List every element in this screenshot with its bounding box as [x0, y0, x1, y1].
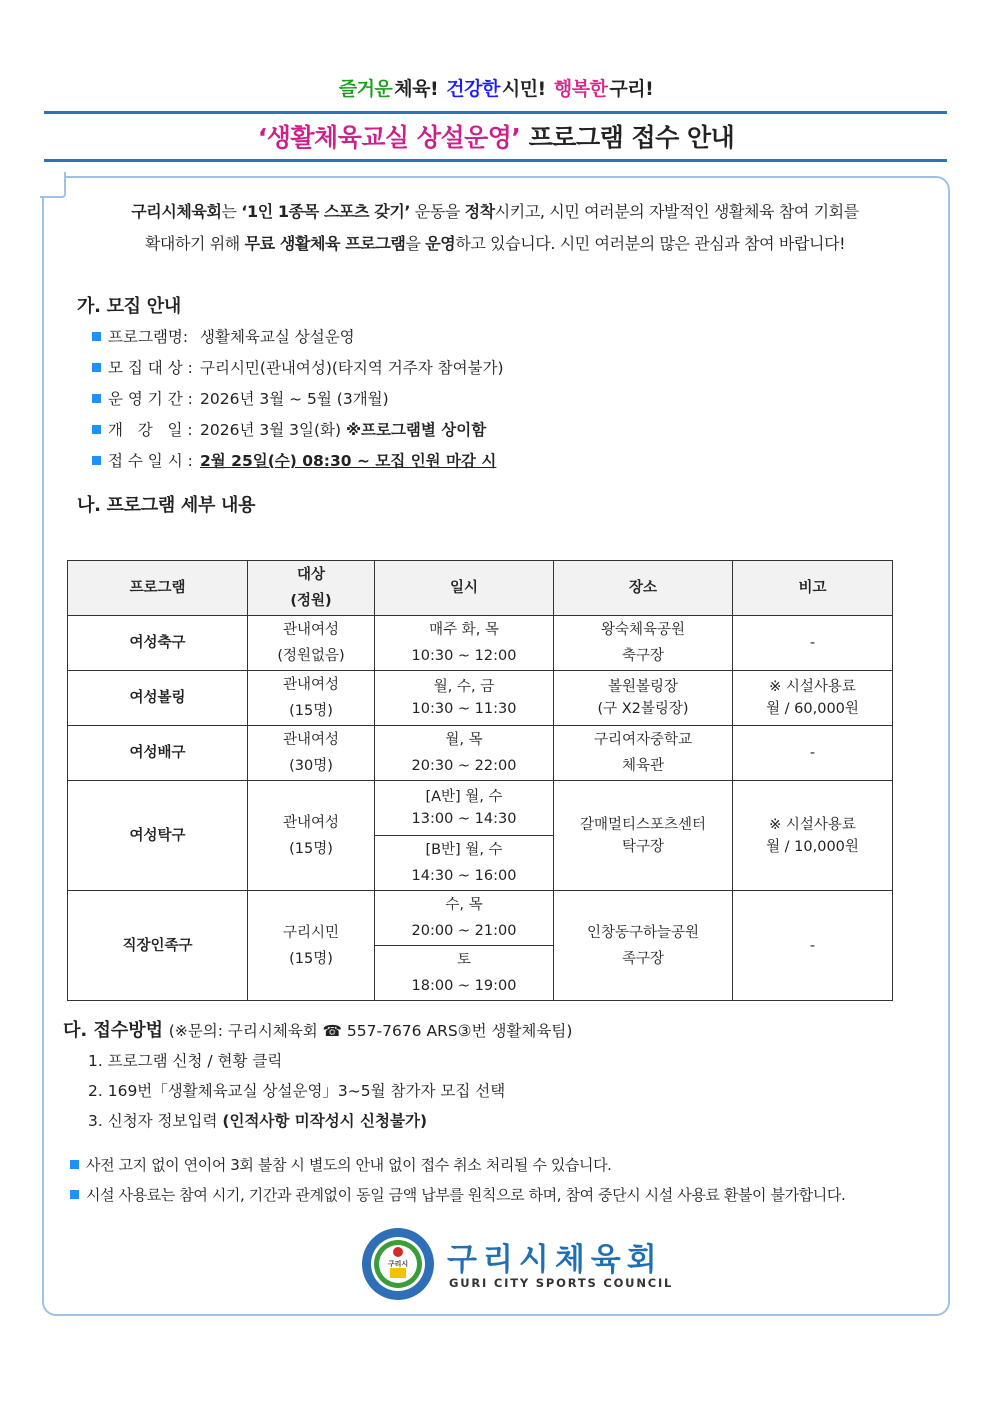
- note-cell: [733, 781, 893, 891]
- square-bullet-icon: [70, 1160, 79, 1169]
- target: 관내여성: [282, 677, 340, 693]
- slogan-word-1: 즐거운: [338, 78, 393, 100]
- intro-text: 시키고, 시민 여러분의 자발적인 생활체육 참여 기회를: [494, 202, 859, 221]
- section-heading-da: 다. 접수방법: [63, 1020, 164, 1041]
- hours: 20:30 ~ 22:00: [411, 758, 517, 774]
- recruit-note: ※프로그램별 상이함: [345, 421, 487, 439]
- recruit-label: 운 영 기 간 :: [108, 390, 193, 408]
- program-name: 여성배구: [68, 726, 248, 781]
- time-cell: [375, 671, 554, 726]
- place-cell: [554, 726, 733, 781]
- days: 매주 화, 목: [429, 622, 499, 638]
- target: 관내여성: [282, 732, 340, 748]
- intro-text: 확대하기 위해: [144, 234, 245, 253]
- days: 월, 목: [445, 732, 483, 748]
- days: 월, 수, 금: [433, 679, 495, 695]
- hours: 18:00 ~ 19:00: [411, 978, 517, 994]
- program-name: 여성볼링: [68, 671, 248, 726]
- note: -: [809, 745, 816, 761]
- frame-corner-fold: [40, 172, 66, 198]
- divider-top: [44, 111, 947, 114]
- target: 구리시민: [282, 924, 340, 941]
- square-bullet-icon: [92, 394, 101, 403]
- table-row: [68, 781, 893, 836]
- time-cell: [375, 616, 554, 671]
- intro-text: 을: [405, 234, 426, 253]
- square-bullet-icon: [92, 363, 101, 372]
- note-cell: [733, 726, 893, 781]
- hours: 20:00 ~ 21:00: [411, 923, 517, 939]
- note-cell: [733, 891, 893, 1001]
- note-cell: [733, 616, 893, 671]
- recruit-item: [92, 415, 792, 446]
- days: [A반] 월, 수: [425, 789, 503, 805]
- capacity: (15명): [289, 840, 333, 857]
- time-cell: [375, 836, 554, 891]
- recruit-label: 접 수 일 시 :: [108, 452, 193, 470]
- intro-line-1: [60, 196, 930, 228]
- intro-bold: 운영: [425, 234, 456, 253]
- square-bullet-icon: [92, 332, 101, 341]
- recruit-value: 생활체육교실 상설운영: [200, 328, 355, 346]
- note: ※ 시설사용료: [769, 816, 856, 833]
- capacity: (30명): [289, 758, 333, 774]
- intro-org: 구리시체육회: [131, 202, 222, 221]
- days: 수, 목: [445, 897, 483, 913]
- note: -: [809, 937, 816, 954]
- slogan: [0, 74, 992, 101]
- recruit-item: [92, 353, 792, 384]
- recruit-label: 모 집 대 상 :: [108, 359, 193, 377]
- place: 구리여자중학교: [593, 732, 693, 748]
- table-header-row: [68, 561, 893, 616]
- place-detail: 족구장: [621, 950, 665, 967]
- intro-text: 운동을: [410, 202, 465, 221]
- table-row: [68, 616, 893, 671]
- method-steps: [88, 1046, 505, 1136]
- place-detail: 축구장: [621, 648, 665, 664]
- program-name: 직장인족구: [68, 891, 248, 1001]
- emblem-center-text: 구리시: [387, 1260, 409, 1268]
- notice-item: [70, 1150, 940, 1180]
- divider-bottom: [44, 159, 947, 162]
- program-name: 여성탁구: [68, 781, 248, 891]
- note-fee: 월 / 60,000원: [766, 701, 859, 717]
- square-bullet-icon: [92, 456, 101, 465]
- notice-item: [70, 1180, 940, 1210]
- recruit-item: [92, 446, 792, 477]
- step-item: [88, 1076, 505, 1106]
- recruit-value: 2026년 3월 3일(화): [200, 421, 346, 439]
- step-text: 1. 프로그램 신청 / 현황 클릭: [88, 1052, 283, 1070]
- recruit-value: 2026년 3월 ~ 5월 (3개월): [200, 390, 389, 408]
- slogan-word-6: 구리!: [609, 78, 654, 100]
- note: -: [809, 635, 816, 651]
- square-bullet-icon: [70, 1190, 79, 1199]
- place-cell: [554, 781, 733, 891]
- header-target-line: 대상: [296, 567, 325, 583]
- time-cell: [375, 891, 554, 946]
- title-highlight: ‘생활체육교실 상설운영’: [257, 123, 521, 152]
- inquiry-note: (※문의: 구리시체육회 ☎ 557-7676 ARS③번 생활체육팀): [168, 1022, 573, 1040]
- recruit-value: 구리시민(관내여성)(타지역 거주자 참여불가): [200, 359, 504, 377]
- target: 관내여성: [282, 814, 340, 831]
- step-text: 3. 신청자 정보입력: [88, 1112, 223, 1130]
- intro-line-2: [60, 228, 930, 260]
- target: 관내여성: [282, 622, 340, 638]
- note-cell: [733, 671, 893, 726]
- notice-list: [70, 1150, 940, 1210]
- place-detail: 체육관: [621, 758, 665, 774]
- logo-subtitle: GURI CITY SPORTS COUNCIL: [449, 1276, 674, 1290]
- target-cell: [248, 891, 375, 1001]
- intro-text: 하고 있습니다. 시민 여러분의 많은 관심과 참여 바랍니다!: [455, 234, 846, 253]
- days: [B반] 월, 수: [425, 842, 503, 858]
- section-heading-ga: 가. 모집 안내: [77, 296, 181, 317]
- method-heading: [63, 1016, 572, 1042]
- target-cell: [248, 781, 375, 891]
- time-cell: [375, 726, 554, 781]
- capacity: (정원없음): [277, 648, 345, 664]
- header-note: 비고: [733, 561, 893, 616]
- place: 볼원볼링장: [607, 679, 679, 695]
- step-text: 2. 169번「생활체육교실 상설운영」3~5월 참가자 모집 선택: [88, 1082, 506, 1100]
- recruit-label: 개 강 일 :: [108, 421, 193, 439]
- note-fee: 월 / 10,000원: [766, 838, 859, 855]
- header-capacity-line: (정원): [290, 593, 332, 609]
- target-cell: [248, 671, 375, 726]
- hours: 13:00 ~ 14:30: [411, 811, 517, 827]
- hours: 10:30 ~ 11:30: [411, 701, 517, 717]
- place: 갈매멀티스포츠센터: [579, 816, 707, 833]
- place-cell: [554, 671, 733, 726]
- capacity: (15명): [289, 703, 333, 719]
- recruit-item: [92, 322, 792, 353]
- target-cell: [248, 616, 375, 671]
- slogan-word-4: 시민!: [501, 78, 546, 100]
- square-bullet-icon: [92, 425, 101, 434]
- slogan-word-3: 건강한: [446, 78, 500, 100]
- program-table: [67, 560, 893, 1001]
- place-cell: [554, 616, 733, 671]
- notice-text: 사전 고지 없이 연이어 3회 불참 시 별도의 안내 없이 접수 취소 처리될 수 있습니다.: [86, 1156, 612, 1174]
- recruit-label: 프로그램명:: [108, 328, 189, 346]
- page-title: [0, 118, 992, 154]
- header-program: 프로그램: [68, 561, 248, 616]
- hours: 14:30 ~ 16:00: [411, 868, 517, 884]
- step-item: [88, 1106, 505, 1136]
- recruit-value-underlined: 2월 25일(수) 08:30 ~ 모집 인원 마감 시: [200, 452, 497, 470]
- target-cell: [248, 726, 375, 781]
- intro-paragraph: [60, 196, 930, 260]
- header-target: [248, 561, 375, 616]
- recruit-item: [92, 384, 792, 415]
- place: 인창동구하늘공원: [586, 924, 700, 941]
- intro-slogan: ‘1인 1종목 스포츠 갖기’: [241, 202, 411, 221]
- header-place: 장소: [554, 561, 733, 616]
- table-row: [68, 726, 893, 781]
- hours: 10:30 ~ 12:00: [411, 648, 517, 664]
- time-cell: [375, 946, 554, 1001]
- slogan-word-5: 행복한: [553, 78, 608, 100]
- logo-name: 구리시체육회: [447, 1242, 663, 1278]
- note: ※ 시설사용료: [769, 679, 856, 695]
- table-row: [68, 671, 893, 726]
- place-detail: 탁구장: [621, 838, 665, 855]
- place-cell: [554, 891, 733, 1001]
- intro-text: 는: [221, 202, 242, 221]
- section-heading-na: 나. 프로그램 세부 내용: [77, 495, 256, 516]
- header-datetime: 일시: [375, 561, 554, 616]
- program-name: 여성축구: [68, 616, 248, 671]
- intro-bold: 무료 생활체육 프로그램: [244, 234, 406, 253]
- step-warning: (인적사항 미작성시 신청불가): [222, 1112, 428, 1130]
- title-rest: 프로그램 접수 안내: [528, 123, 735, 152]
- place-detail: (구 X2볼링장): [597, 701, 689, 717]
- intro-bold: 정착: [464, 202, 495, 221]
- slogan-word-2: 체육!: [394, 78, 439, 100]
- table-row: [68, 891, 893, 946]
- step-item: [88, 1046, 505, 1076]
- capacity: (15명): [289, 950, 333, 967]
- time-cell: [375, 781, 554, 836]
- recruit-list: [92, 322, 792, 477]
- notice-text: 시설 사용료는 참여 시기, 기간과 관계없이 동일 금액 납부를 원칙으로 하며, 참여 중단시 시설 사용료 환불이 불가합니다.: [86, 1186, 846, 1204]
- days: 토: [456, 952, 471, 968]
- place: 왕숙체육공원: [600, 622, 686, 638]
